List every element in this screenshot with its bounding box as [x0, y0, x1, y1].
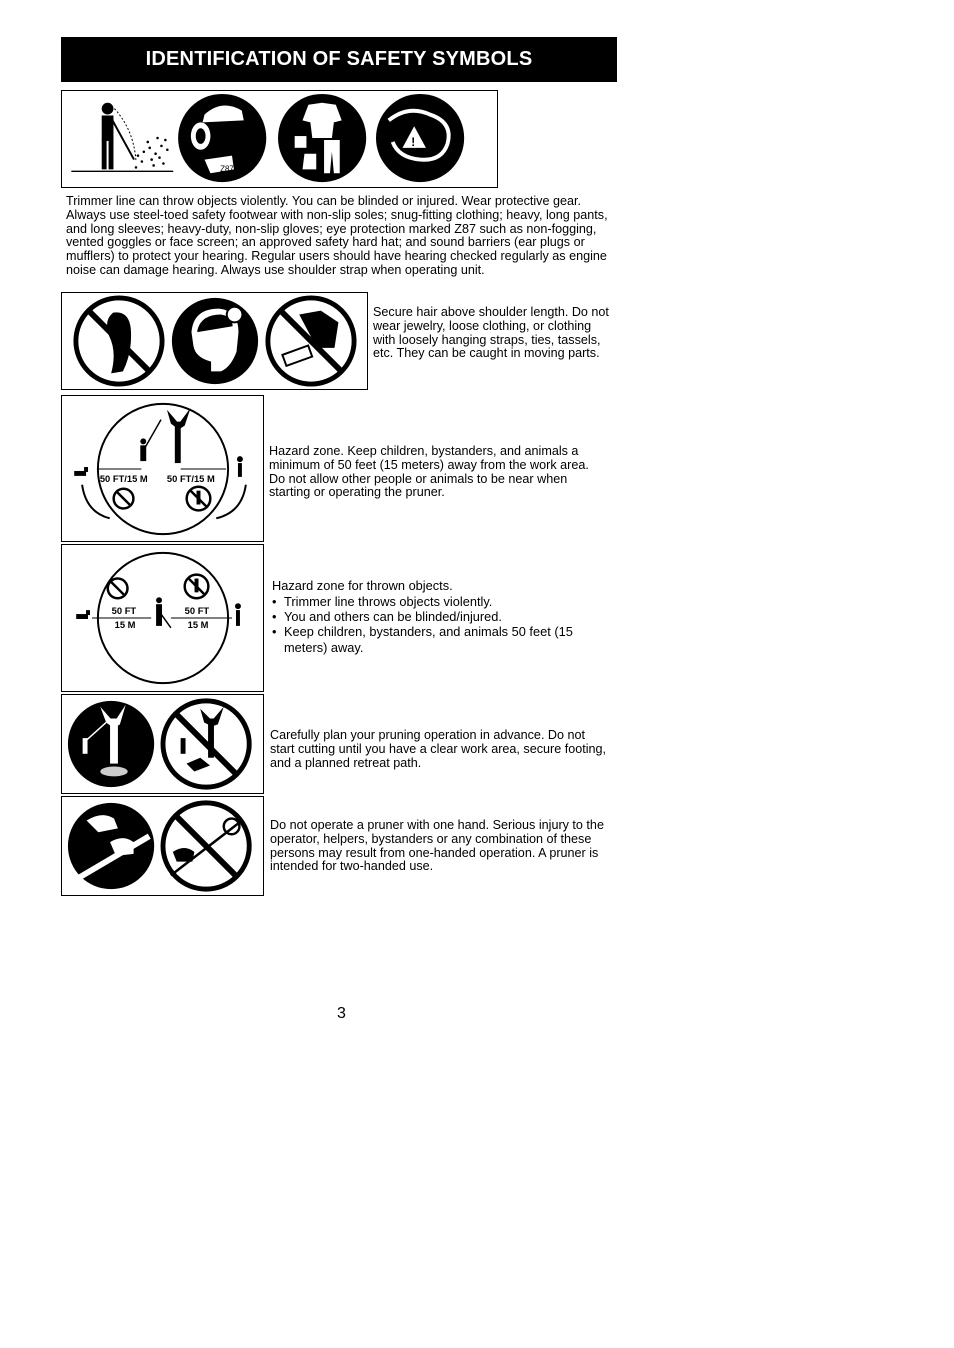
hazard-zone-panel	[61, 395, 264, 542]
loose-hair-clothing-text: Secure hair above shoulder length. Do not wear jewelry, loose clothing, or clothing with loosely hanging straps, ties, tassels, etc. They can be caught in moving parts.	[373, 305, 609, 361]
list-item: • You and others can be blinded/injured.	[272, 609, 602, 624]
z87-mark: Z87	[220, 164, 234, 174]
two-hands-text: Do not operate a pruner with one hand. Serious injury to the operator, helpers, bystanders or any combination of these persons may result from one-handed operation. A pruner is intended for two-handed use.	[270, 818, 604, 874]
no-one-handed-operation-icon	[163, 803, 249, 889]
protective-gear-panel	[61, 90, 498, 188]
no-animal-icon	[108, 579, 128, 599]
hair-clothing-illustration	[62, 293, 367, 389]
thrown-left-ft: 50 FT	[111, 606, 137, 617]
operator-figure-icon	[102, 103, 136, 170]
no-animal-icon	[114, 489, 134, 509]
bystander-icon	[235, 603, 241, 626]
thrown-objects-text-block	[272, 578, 602, 655]
dog-icon	[74, 467, 88, 476]
thrown-right-ft: 50 FT	[184, 606, 210, 617]
hair-tied-up-icon	[172, 298, 258, 384]
thrown-right-m: 15 M	[187, 619, 209, 630]
no-long-hair-icon	[76, 298, 162, 384]
no-bystander-icon	[187, 487, 211, 511]
svg-text:!: !	[411, 135, 416, 149]
ear-eye-head-protection-icon	[178, 94, 266, 182]
dog-icon	[76, 610, 90, 619]
plan-pruning-text: Carefully plan your pruning operation in advance. Do not start cutting until you have a clear work area, secure footing, and a planned retreat path.	[270, 728, 607, 770]
correct-pruning-icon	[68, 701, 154, 787]
incorrect-pruning-icon	[163, 701, 249, 787]
thrown-objects-list	[272, 594, 602, 655]
thrown-objects-panel	[61, 544, 264, 692]
list-item: • Trimmer line throws objects violently.	[272, 594, 602, 609]
debris-spray-icon	[135, 137, 169, 169]
hazard-zone-right-label: 50 FT/15 M	[166, 473, 215, 484]
protective-clothing-icon	[278, 94, 366, 182]
hazard-zone-left-label: 50 FT/15 M	[99, 473, 148, 484]
loose-hair-clothing-panel	[61, 292, 368, 390]
page-number: 3	[337, 1005, 346, 1022]
protective-gear-text: Trimmer line can throw objects violently. You can be blinded or injured. Wear protective gear. Always use steel-toed safety footwear with non-slip soles; snug-fitting clothing; heavy, long pants, and long sleeves; heavy-duty, non-slip gloves; eye protection marked Z87 such as non-fogging, vented goggles or face screen; an approved safety hard hat; and sound barriers (ear plugs or mufflers) to protect your hearing. Regular users should have hearing checked regularly as engine noise can damage hearing. Always use shoulder strap when operating unit.	[66, 194, 608, 277]
section-title: IDENTIFICATION OF SAFETY SYMBOLS	[61, 37, 617, 82]
two-hands-illustration	[62, 797, 263, 895]
thrown-objects-heading: Hazard zone for thrown objects.	[272, 578, 453, 593]
no-bystander-icon	[185, 575, 209, 599]
two-hands-panel	[61, 796, 264, 896]
bystander-icon	[237, 456, 243, 477]
protective-gear-illustration	[62, 91, 497, 187]
list-item: • Keep children, bystanders, and animals 50 feet (15 meters) away.	[272, 624, 602, 654]
no-jewelry-loose-clothing-icon	[268, 298, 354, 384]
two-handed-grip-icon	[68, 803, 154, 889]
plan-pruning-panel	[61, 694, 264, 794]
thrown-left-m: 15 M	[114, 619, 136, 630]
plan-pruning-illustration	[62, 695, 263, 793]
shoulder-strap-warning-icon	[376, 94, 464, 182]
thrown-objects-illustration	[62, 545, 263, 691]
hazard-zone-illustration	[62, 396, 263, 541]
hazard-zone-text: Hazard zone. Keep children, bystanders, and animals a minimum of 50 feet (15 meters) away from the work area. Do not allow other people or animals to be near when starting or operating the pruner.	[269, 444, 589, 500]
